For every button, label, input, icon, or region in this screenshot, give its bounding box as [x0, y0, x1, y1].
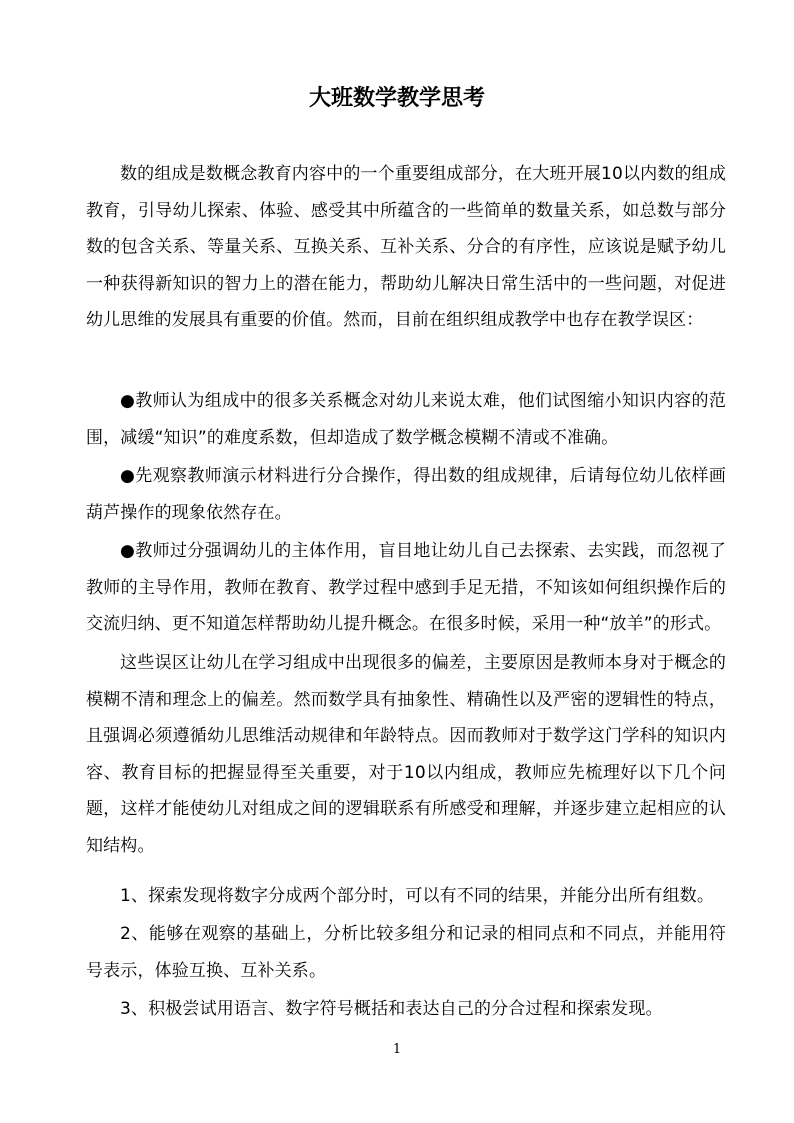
misconception-item-1: ●教师认为组成中的很多关系概念对幼儿来说太难，他们试图缩小知识内容的范围，减缓“知识”的难度系数，但却造成了数学概念模糊不清或不准确。: [86, 391, 726, 448]
goal-item-1: 1、探索发现将数字分成两个部分时，可以有不同的结果，并能分出所有组数。: [120, 886, 715, 906]
misconception-item-3: ●教师过分强调幼儿的主体作用，盲目地让幼儿自己去探索、去实践，而忽视了教师的主导作用，教师在教育、教学过程中感到手足无措，不知该如何组织操作后的交流归纳、更不知道怎样帮助幼儿提升概念。在很多时候，采用一种“放羊”的形式。: [86, 541, 726, 635]
goal-item-2: 2、能够在观察的基础上，分析比较多组分和记录的相同点和不同点，并能用符号表示，体验互换、互补关系。: [86, 924, 726, 981]
page-title: 大班数学教学思考: [308, 85, 485, 111]
intro-paragraph: 数的组成是数概念教育内容中的一个重要组成部分，在大班开展10以内数的组成教育，引导幼儿探索、体验、感受其中所蕴含的一些简单的数量关系，如总数与部分数的包含关系、等量关系、互换关系、互补关系、分合的有序性，应该说是赋予幼儿一种获得新知识的智力上的潜在能力，帮助幼儿解决日常生活中的一些问题，对促进幼儿思维的发展具有重要的价值。然而，目前在组织组成教学中也存在教学误区：: [86, 164, 726, 331]
page-number: 1: [392, 1042, 402, 1057]
misconception-item-2: ●先观察教师演示材料进行分合操作，得出数的组成规律，后请每位幼儿依样画葫芦操作的现象依然存在。: [86, 466, 726, 523]
analysis-paragraph: 这些误区让幼儿在学习组成中出现很多的偏差，主要原因是教师本身对于概念的模糊不清和理念上的偏差。然而数学具有抽象性、精确性以及严密的逻辑性的特点，且强调必须遵循幼儿思维活动规律和年龄特点。因而教师对于数学这门学科的知识内容、教育目标的把握显得至关重要，对于10以内组成，教师应先梳理好以下几个问题，这样才能使幼儿对组成之间的逻辑联系有所感受和理解，并逐步建立起相应的认知结构。: [86, 653, 726, 856]
goal-item-3: 3、积极尝试用语言、数字符号概括和表达自己的分合过程和探索发现。: [120, 999, 663, 1019]
